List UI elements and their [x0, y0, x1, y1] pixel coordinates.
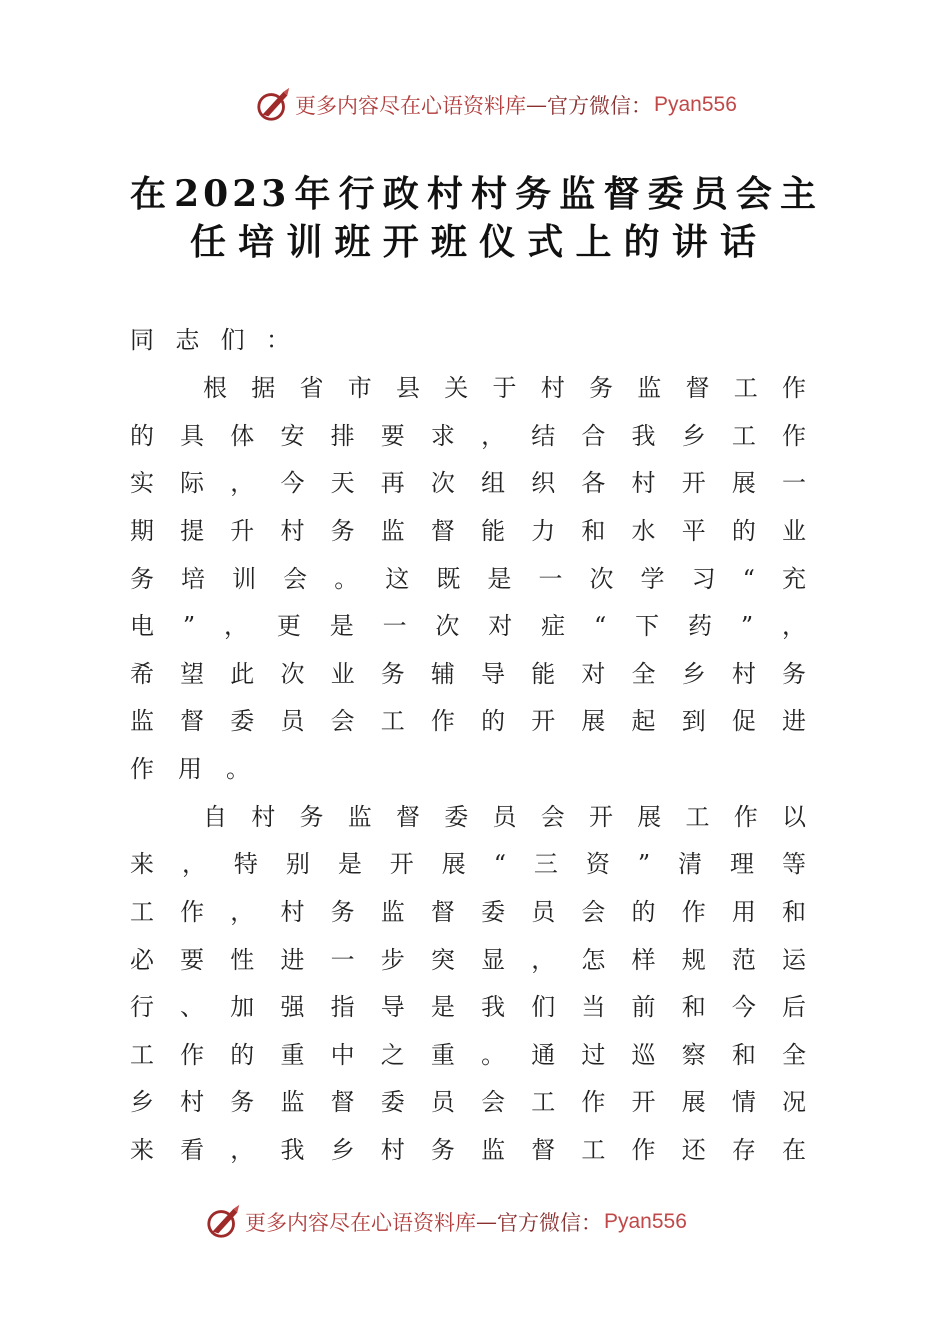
wechat-account: Pyan556 [654, 93, 737, 116]
body-line: 监督委员会工作的开展起到促进 [130, 707, 806, 735]
body-line: 的具体安排要求，结合我乡工作 [130, 422, 806, 450]
body-line: 作用。 [130, 755, 274, 783]
quill-logo-icon [255, 86, 293, 124]
body-line: 期提升村务监督能力和水平的业 [130, 517, 806, 545]
body-line: 行、加强指导是我们当前和今后 [130, 993, 806, 1021]
body-line: 实际，今天再次组织各村开展一 [130, 469, 806, 497]
footer-banner [205, 1202, 687, 1242]
body-line: 乡村务监督委员会工作开展情况 [130, 1088, 806, 1116]
body-line: 工作，村务监督委员会的作用和 [130, 898, 806, 926]
site-name: 更多内容尽在心语资料库 [295, 94, 526, 118]
quill-logo-icon [205, 1203, 243, 1241]
banner-dash: — [476, 1210, 497, 1234]
header-banner [255, 85, 737, 125]
wechat-label: 官方微信： [547, 94, 652, 118]
body-line: 来看，我乡村务监督工作还存在 [130, 1136, 806, 1164]
banner-dash: — [526, 93, 547, 117]
body-line: 根据省市县关于村务监督工作 [203, 374, 806, 402]
site-name: 更多内容尽在心语资料库 [245, 1211, 476, 1235]
body-line: 必要性进一步突显，怎样规范运 [130, 946, 806, 974]
document-title-line-1: 在2023年行政村村务监督委员会主 [130, 173, 820, 215]
document-title-line-2: 任培训班开班仪式上的讲话 [190, 221, 760, 263]
body-line: 来，特别是开展“三资”清理等 [130, 850, 806, 878]
wechat-account: Pyan556 [604, 1210, 687, 1233]
body-line: 希望此次业务辅导能对全乡村务 [130, 660, 806, 688]
body-line: 工作的重中之重。通过巡察和全 [130, 1041, 806, 1069]
body-line: 自村务监督委员会开展工作以 [203, 803, 806, 831]
body-line: 电”，更是一次对症“下药”， [130, 612, 806, 640]
salutation: 同志们： [130, 326, 290, 354]
wechat-label: 官方微信： [497, 1211, 602, 1235]
body-line: 务培训会。这既是一次学习“充 [130, 565, 806, 593]
